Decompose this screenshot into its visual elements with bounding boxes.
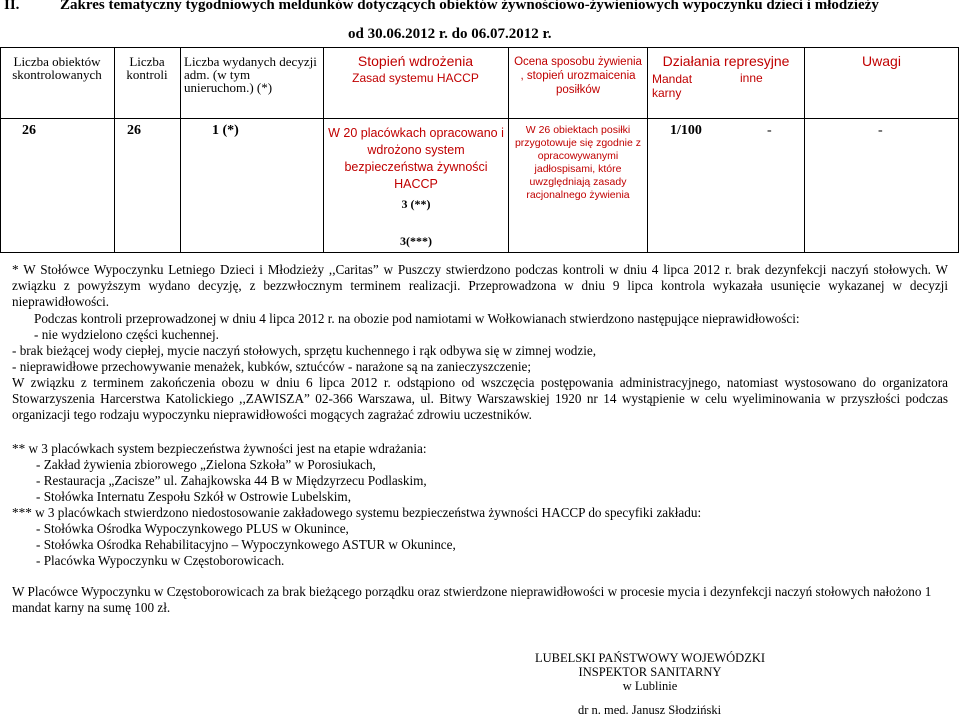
table-col-divider [804, 47, 805, 252]
list-item: - Stołówka Ośrodka Rehabilitacyjno – Wypoczynkowego ASTUR w Okunince, [36, 537, 456, 552]
value-objects: 26 [22, 123, 36, 138]
list-item: - Restauracja „Zacisze” ul. Zahajkowska 44 B w Międzyrzecu Podlaskim, [36, 473, 427, 488]
list-item: - Stołówka Ośrodka Wypoczynkowego PLUS w Okunince, [36, 521, 349, 536]
header-nutrition: Ocena sposobu żywienia , stopień urozmaicenia posiłków [514, 56, 642, 96]
note-organizer: W związku z terminem zakończenia obozu w dniu 6 lipca 2012 r. odstąpiono od wszczęcia postępowania administracyjnego, natomiast wystosowano do organizatora Stowarzyszenia Harcerstwa Katolickiego ,,ZAWISZA” 02-366 Warszawa, ul. Bitwy Warszawskiej 1920 nr 14 wystąpienie w celu wyeliminowania w przyszłości podczas organizacji tego rodzaju wypoczynku nieprawidłowości mogących zagrażać zdrowiu uczestników. [12, 375, 948, 422]
table-header-divider [0, 118, 959, 119]
value-decisions: 1 (*) [212, 123, 239, 138]
list-item: - brak bieżącej wody ciepłej, mycie naczyń stołowych, sprzętu kuchennego i rąk odbywa się w zimnej wodzie, [12, 343, 597, 358]
table-col-divider [508, 47, 509, 252]
value-other: - [767, 123, 772, 138]
header-decisions: Liczba wydanych decyzji adm. (w tym unieruchom.) (*) [184, 54, 317, 95]
header-haccp-subtitle: Zasad systemu HACCP [352, 71, 479, 85]
list-item: - Placówka Wypoczynku w Częstoborowicach. [36, 553, 285, 568]
table-col-divider [647, 47, 648, 252]
value-haccp-in-progress: 3 (**) [401, 197, 431, 211]
list-item: - nie wydzielono części kuchennej. [34, 327, 219, 342]
header-repressive: Działania represyjne [662, 53, 790, 69]
section-title: Zakres tematyczny tygodniowych meldunków dotyczących obiektów żywnościowo-żywieniowych wypoczynku dzieci i młodzieży [60, 0, 879, 13]
signature-block [520, 651, 780, 693]
note-haccp-in-progress: ** w 3 placówkach system bezpieczeństwa żywności jest na etapie wdrażania: [12, 441, 427, 456]
note-caritas: * W Stołówce Wypoczynku Letniego Dzieci i Młodzieży ,,Caritas” w Puszczy stwierdzono podczas kontroli w dniu 4 lipca 2012 r. brak dezynfekcji naczyń stołowych. W związku z powyższym wydano decyzję, z bezzwłocznym terminem realizacji. Przeprowadzona w dniu 9 lipca kontrola wykazała usunięcie wykazanej w decyzji nieprawidłowości. [12, 262, 948, 309]
note-camp-list [12, 327, 948, 375]
table-col-divider [323, 47, 324, 252]
section-heading [4, 0, 879, 14]
signature-location: w Lublinie [622, 679, 678, 693]
table-border-left [0, 47, 1, 252]
value-fine: 1/100 [670, 123, 702, 138]
header-notes: Uwagi [862, 53, 901, 69]
table-col-divider [114, 47, 115, 252]
section-number: II. [4, 0, 20, 13]
header-haccp-title: Stopień wdrożenia [357, 53, 474, 69]
list-item: - nieprawidłowe przechowywanie menażek, kubków, sztućców - narażone są na zanieczyszczenie; [12, 359, 532, 374]
note-haccp-in-progress-list [36, 457, 936, 505]
table-top-border [0, 47, 959, 48]
list-item: - Zakład żywienia zbiorowego „Zielona Szkoła” w Porosiukach, [36, 457, 376, 472]
value-controls: 26 [127, 123, 141, 138]
list-item: - Stołówka Internatu Zespołu Szkół w Ostrowie Lubelskim, [36, 489, 351, 504]
value-haccp-implemented: W 20 placówkach opracowano i wdrożono system bezpieczeństwa żywności HACCP [328, 126, 504, 191]
note-haccp-nonconforming-list [36, 521, 936, 569]
header-fine: Mandat karny [652, 72, 693, 100]
note-camp: Podczas kontroli przeprowadzonej w dniu 4 lipca 2012 r. na obozie pod namiotami w Wołkowianach stwierdzono następujące nieprawidłowości: [34, 311, 800, 326]
signature-name: dr n. med. Janusz Słodziński [578, 703, 722, 717]
table-bottom-border [0, 252, 959, 253]
header-other: inne [740, 71, 763, 85]
value-notes: - [878, 123, 883, 138]
header-controls: Liczba kontroli [126, 54, 168, 82]
signature-title: INSPEKTOR SANITARNY [578, 665, 722, 679]
value-nutrition: W 26 obiektach posiłki przygotowuje się zgodnie z opracowywanymi jadłospisami, które uwzględniają zasady racjonalnego żywienia [514, 124, 642, 201]
note-haccp-nonconforming: *** w 3 placówkach stwierdzono niedostosowanie zakładowego systemu bezpieczeństwa żywności HACCP do specyfiki zakładu: [12, 505, 702, 520]
note-fine: W Placówce Wypoczynku w Częstoborowicach za brak bieżącego porządku oraz stwierdzone nieprawidłowości w procesie mycia i dezynfekcji naczyń stołowych nałożono 1 mandat karny na sumę 100 zł. [12, 584, 932, 615]
table-col-divider [180, 47, 181, 252]
report-period: od 30.06.2012 r. do 06.07.2012 r. [348, 26, 552, 42]
header-objects: Liczba obiektów skontrolowanych [12, 54, 102, 82]
signature-office: LUBELSKI PAŃSTWOWY WOJEWÓDZKI [534, 651, 766, 665]
value-haccp-nonconforming: 3(***) [400, 234, 432, 248]
